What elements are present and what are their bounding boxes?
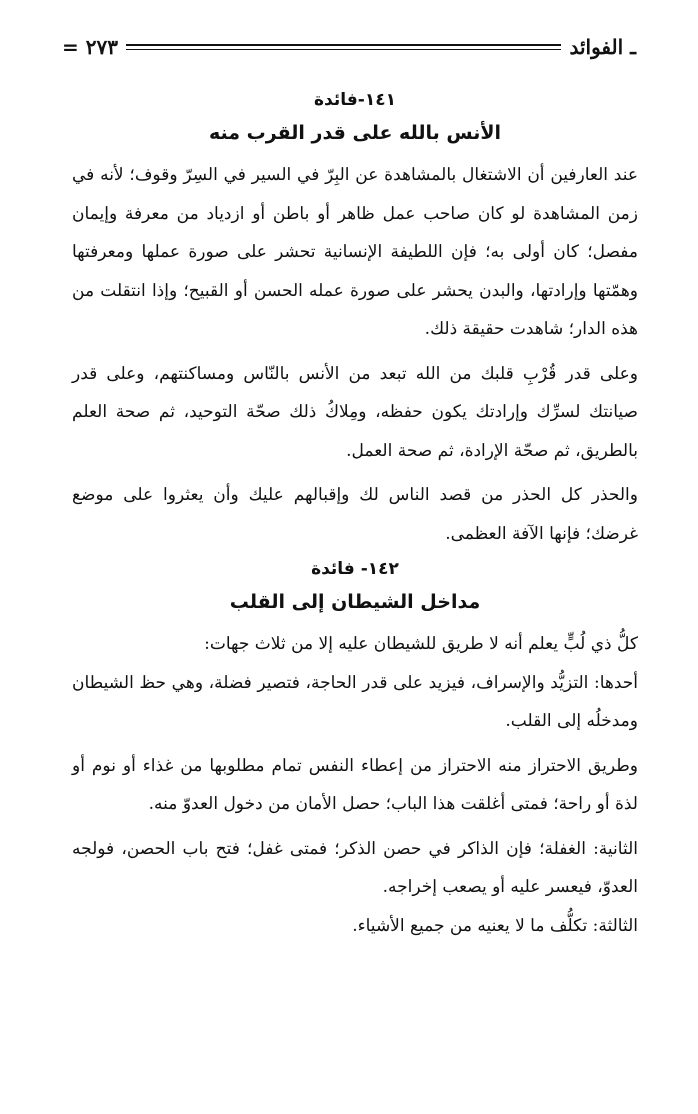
paragraph: والحذر كل الحذر من قصد الناس لك وإقبالهم عليك وأن يعثروا على موضع غرضك؛ فإنها الآفة العظمى.	[72, 485, 638, 544]
section-title: مداخل الشيطان إلى القلب	[229, 591, 481, 613]
paragraph: وطريق الاحتراز منه الاحتراز من إعطاء النفس تمام مطلوبها من غذاء أو نوم أو لذة أو راحة؛ فمتى أغلقت هذا الباب؛ حصل الأمان من دخول العدوّ منه.	[72, 755, 638, 814]
page-number: ٢٧٣ =	[62, 35, 118, 59]
paragraph: عند العارفين أن الاشتغال بالمشاهدة عن البِرّ في السير في السِرّ وقوف؛ لأنه في زمن المشاهدة لو كان صاحب عمل ظاهر أو باطن أو ازدياد من معرفة وإيمان مفصل؛ كان أولى به؛ فإن اللطيفة الإنسانية تحشر على صورة عملها ومعرفتها وهمّتها وإرادتها، والبدن يحشر على صورة عمله الحسن أو القبيح؛ وإذا انتقلت من هذه الدار؛ شاهدت حقيقة ذلك.	[72, 165, 638, 339]
paragraph: وعلى قدر قُرْبِ قلبك من الله تبعد من الأنس بالنّاس ومساكنتهم، وعلى قدر صيانتك لسرِّك وإرادتك يكون حفظه، ومِلاكُ ذلك صحّة التوحيد، ثم صحة العلم بالطريق، ثم صحّة الإرادة، ثم صحة العمل.	[72, 363, 638, 461]
paragraph: أحدها: التزيُّد والإسراف، فيزيد على قدر الحاجة، فتصير فضلة، وهي حظ الشيطان ومدخلُه إلى القلب.	[72, 672, 638, 731]
book-title: ـ الفوائد	[569, 35, 636, 59]
section-number: ١٤١-فائدة	[314, 90, 396, 110]
running-header	[62, 30, 636, 64]
page-body	[72, 90, 638, 945]
paragraph: كلُّ ذي لُبٍّ يعلم أنه لا طريق للشيطان عليه إلا من ثلاث جهات:	[204, 634, 638, 654]
paragraph: الثانية: الغفلة؛ فإن الذاكر في حصن الذكر؛ فمتى غفل؛ فتح باب الحصن، فولجه العدوّ، فيعسر عليه أو يصعب إخراجه.	[72, 838, 638, 897]
section-number: ١٤٢- فائدة	[311, 559, 399, 579]
header-rule	[126, 44, 561, 50]
section-title: الأنس بالله على قدر القرب منه	[209, 122, 501, 144]
paragraph: الثالثة: تكلُّف ما لا يعنيه من جميع الأشياء.	[352, 915, 638, 936]
